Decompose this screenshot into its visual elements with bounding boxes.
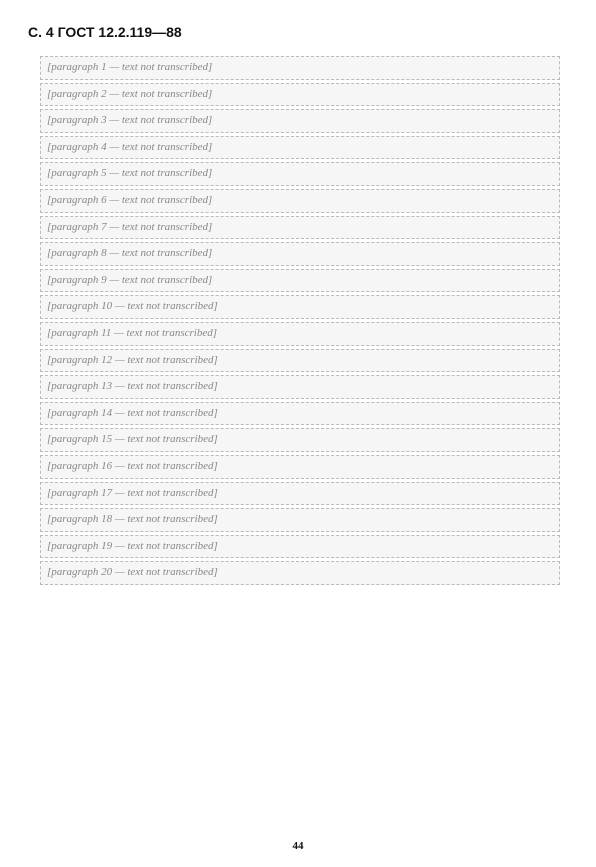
body-paragraph: [paragraph 15 — text not transcribed] [40,428,560,452]
body-text [40,56,560,588]
body-paragraph: [paragraph 19 — text not transcribed] [40,535,560,559]
body-paragraph: [paragraph 4 — text not transcribed] [40,136,560,160]
body-paragraph: [paragraph 18 — text not transcribed] [40,508,560,532]
body-paragraph: [paragraph 13 — text not transcribed] [40,375,560,399]
body-paragraph: [paragraph 8 — text not transcribed] [40,242,560,266]
body-paragraph: [paragraph 20 — text not transcribed] [40,561,560,585]
page-number: 44 [292,840,304,852]
body-paragraph: [paragraph 12 — text not transcribed] [40,349,560,373]
running-header: С. 4 ГОСТ 12.2.119—88 [28,24,182,40]
body-paragraph: [paragraph 3 — text not transcribed] [40,109,560,133]
body-paragraph: [paragraph 9 — text not transcribed] [40,269,560,293]
body-paragraph: [paragraph 2 — text not transcribed] [40,83,560,107]
body-paragraph: [paragraph 14 — text not transcribed] [40,402,560,426]
body-paragraph: [paragraph 17 — text not transcribed] [40,482,560,506]
body-paragraph: [paragraph 5 — text not transcribed] [40,162,560,186]
body-paragraph: [paragraph 7 — text not transcribed] [40,216,560,240]
body-paragraph: [paragraph 11 — text not transcribed] [40,322,560,346]
body-paragraph: [paragraph 1 — text not transcribed] [40,56,560,80]
body-paragraph: [paragraph 16 — text not transcribed] [40,455,560,479]
body-paragraph: [paragraph 6 — text not transcribed] [40,189,560,213]
body-paragraph: [paragraph 10 — text not transcribed] [40,295,560,319]
